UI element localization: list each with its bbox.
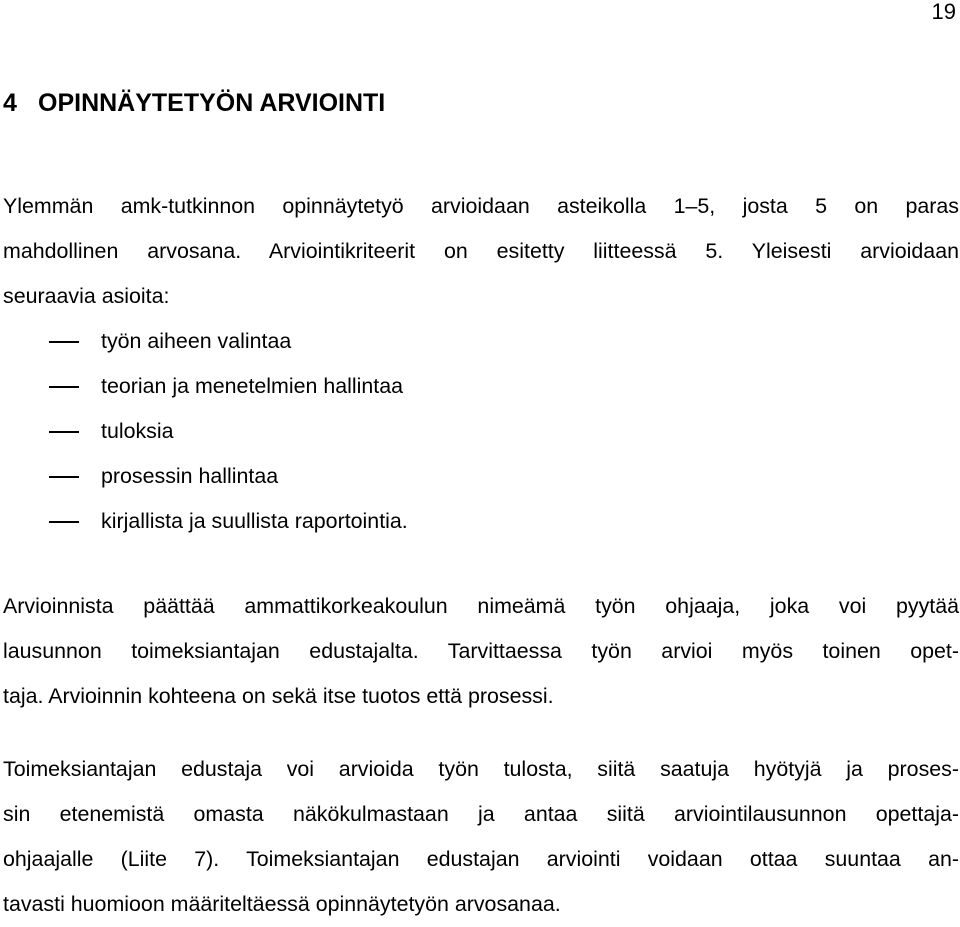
dash-bullet-icon — [49, 431, 79, 433]
paragraph-line: Toimeksiantajan edustaja voi arvioida työn tulosta, siitä saatuja hyötyjä ja proses- — [3, 757, 959, 781]
chapter-heading — [3, 86, 385, 120]
paragraph-line: ohjaajalle (Liite 7). Toimeksiantajan edustajan arviointi voidaan ottaa suuntaa an- — [3, 847, 959, 871]
list-item — [0, 364, 408, 409]
dash-bullet-icon — [49, 476, 79, 478]
dash-bullet-icon — [49, 386, 79, 388]
list-item-label: teorian ja menetelmien hallintaa — [101, 374, 404, 398]
dash-bullet-icon — [49, 341, 79, 343]
intro-line: Ylemmän amk-tutkinnon opinnäytetyö arvioidaan asteikolla 1–5, josta 5 on paras — [3, 194, 959, 218]
paragraph-line: Arvioinnista päättää ammattikorkeakoulun nimeämä työn ohjaaja, joka voi pyytää — [3, 594, 959, 618]
criteria-list — [0, 319, 408, 544]
paragraph-line: taja. Arvioinnin kohteena on sekä itse tuotos että prosessi. — [3, 684, 554, 708]
list-item — [0, 409, 408, 454]
chapter-title: OPINNÄYTETYÖN ARVIOINTI — [38, 89, 386, 117]
intro-line: seuraavia asioita: — [3, 284, 170, 308]
list-item — [0, 319, 408, 364]
list-item — [0, 454, 408, 499]
dash-bullet-icon — [49, 521, 79, 523]
list-item-label: työn aiheen valintaa — [101, 329, 292, 353]
intro-line: mahdollinen arvosana. Arviointikriteerit on esitetty liitteessä 5. Yleisesti arvioidaan — [3, 239, 959, 263]
intro-paragraph — [3, 184, 959, 319]
paragraph-line: sin etenemistä omasta näkökulmastaan ja antaa siitä arviointilausunnon opettaja- — [3, 802, 959, 826]
client-paragraph — [3, 747, 959, 927]
paragraph-line: tavasti huomioon määriteltäessä opinnäytetyön arvosanaa. — [3, 892, 561, 916]
list-item-label: tuloksia — [101, 419, 174, 443]
list-item — [0, 499, 408, 544]
page-number: 19 — [931, 0, 956, 24]
list-item-label: prosessin hallintaa — [101, 464, 279, 488]
list-item-label: kirjallista ja suullista raportointia. — [101, 509, 408, 533]
paragraph-line: lausunnon toimeksiantajan edustajalta. Tarvittaessa työn arvioi myös toinen opet- — [3, 639, 959, 663]
evaluation-paragraph — [3, 584, 959, 719]
chapter-number: 4 — [3, 89, 17, 117]
